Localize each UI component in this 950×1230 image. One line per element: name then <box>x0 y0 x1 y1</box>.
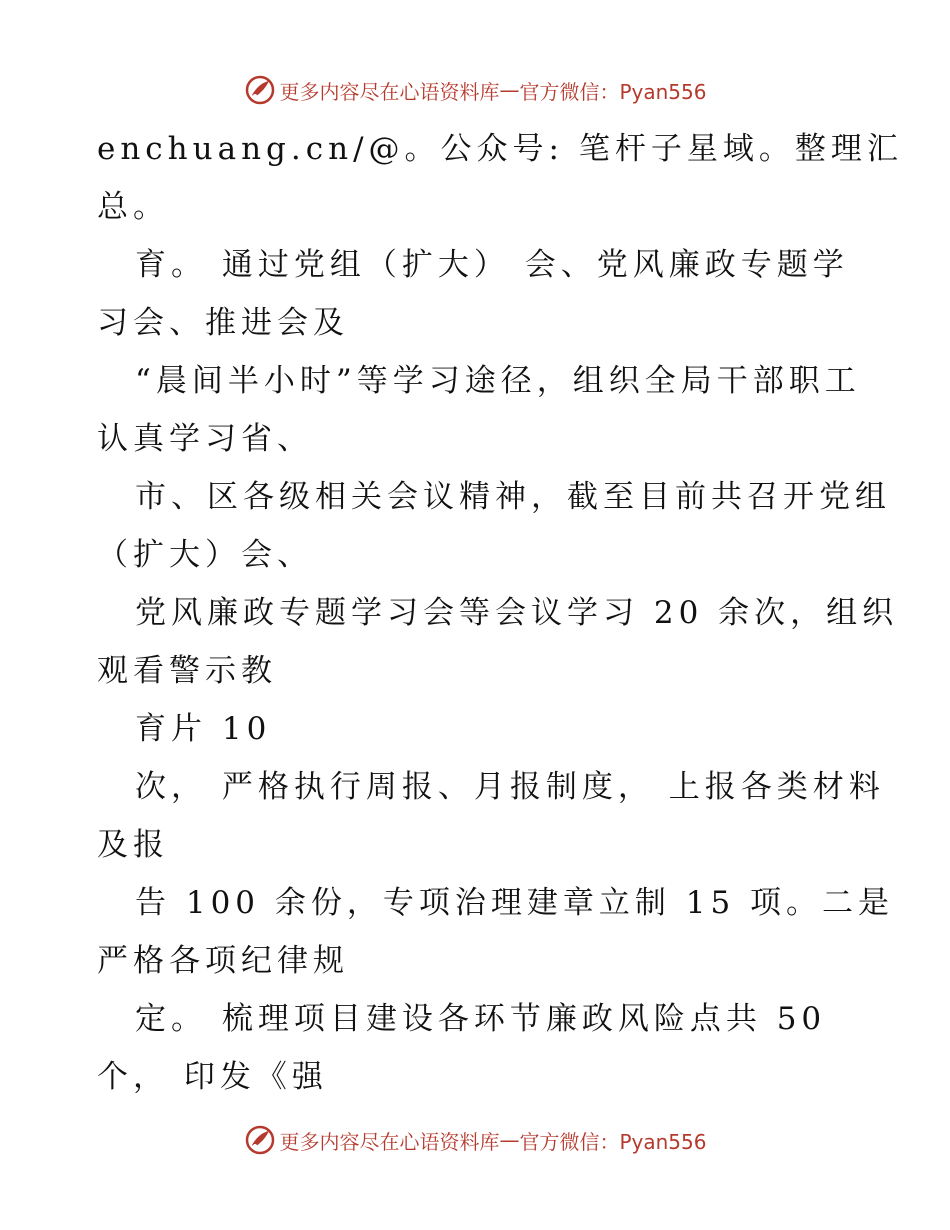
watermark-separator: — <box>499 78 520 102</box>
text-line: 习会、推进会及 <box>97 305 349 341</box>
watermark-text: 更多内容尽在心语资料库 <box>279 79 500 104</box>
text-line: 个， 印发《强 <box>97 1059 328 1095</box>
text-line: 党风廉政专题学习会等会议学习 20 余次，组织 <box>135 595 899 631</box>
text-line: 总。 <box>97 189 169 225</box>
watermark-banner-top <box>0 70 950 110</box>
text-line: 定。 梳理项目建设各环节廉政风险点共 50 <box>135 1001 827 1037</box>
document-body <box>97 120 903 1106</box>
watermark-wechat: 官方微信：Pyan556 <box>519 79 707 104</box>
text-line: “晨间半小时”等学习途径，组织全局干部职工 <box>135 363 861 399</box>
text-line: 育。 通过党组（扩大） 会、党风廉政专题学 <box>135 247 849 283</box>
text-line: 严格各项纪律规 <box>97 943 349 979</box>
text-line: 及报 <box>97 827 169 863</box>
pen-flower-logo-icon <box>243 73 277 107</box>
text-line: 市、区各级相关会议精神，截至目前共召开党组 <box>135 479 891 515</box>
watermark-wechat: 官方微信：Pyan556 <box>519 1129 707 1154</box>
text-line: 告 100 余份，专项治理建章立制 15 项。二是 <box>135 885 895 921</box>
text-line: enchuang.cn/@。公众号: 笔杆子星域。整理汇 <box>97 131 903 167</box>
text-line: 观看警示教 <box>97 653 277 689</box>
pen-flower-logo-icon <box>243 1123 277 1157</box>
text-line: 次， 严格执行周报、月报制度， 上报各类材料 <box>135 769 885 805</box>
text-line: 育片 10 <box>135 711 272 747</box>
watermark-separator: — <box>499 1128 520 1152</box>
text-line: 认真学习省、 <box>97 421 313 457</box>
text-line: （扩大）会、 <box>97 537 313 573</box>
watermark-text: 更多内容尽在心语资料库 <box>279 1129 500 1154</box>
watermark-banner-bottom <box>0 1120 950 1160</box>
